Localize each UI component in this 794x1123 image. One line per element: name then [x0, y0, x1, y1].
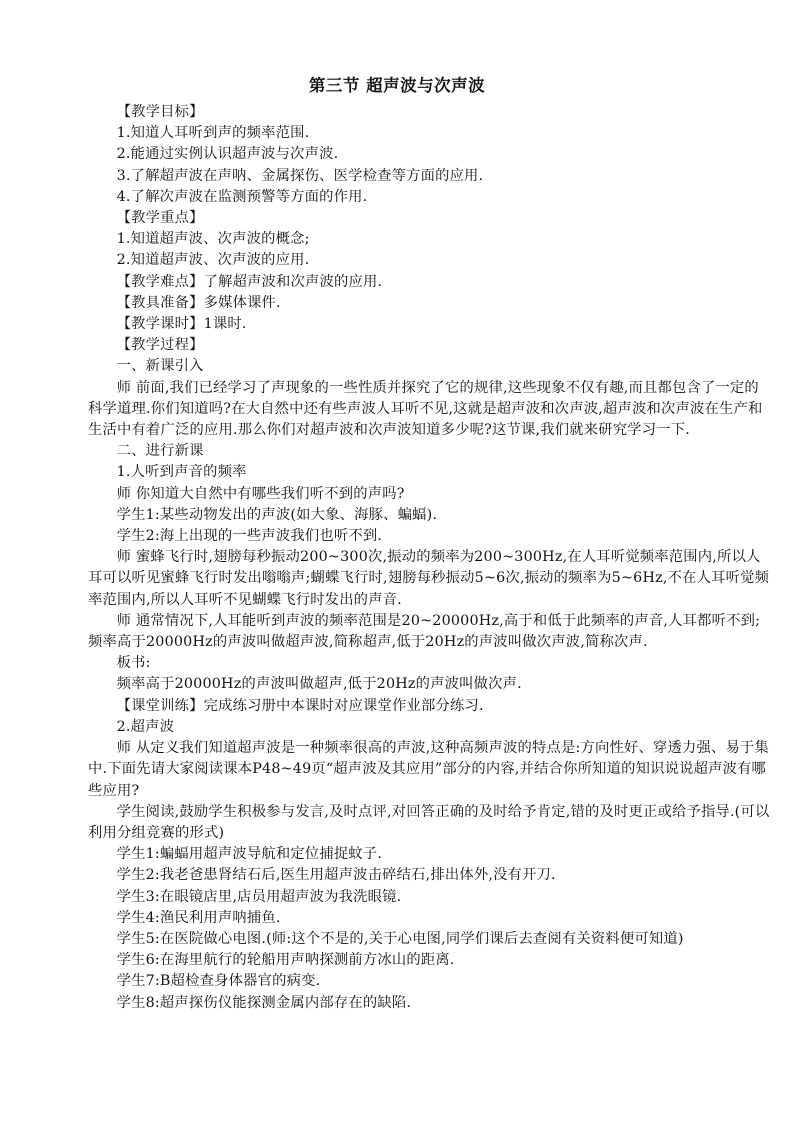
student-app-7: 学生7:B超检查身体器官的病变. — [116, 973, 321, 990]
key-point-1: 1.知道超声波、次声波的概念; — [116, 231, 310, 248]
teacher-bee-paragraph: 师 蜜蜂飞行时,翅膀每秒振动200~300次,振动的频率为200~300Hz,在人耳听觉频率范围内,所以人耳可以听见蜜蜂飞行时发出嗡嗡声;蝴蝶飞行时,翅膀每秒振动5~6次,振动的频率为5~6Hz,不在人耳听觉频率范围内,所以人耳听不见蝴蝶飞行时发出的声音. — [88, 549, 770, 608]
heading-key-points: 【教学重点】 — [116, 210, 204, 227]
heading-objectives: 【教学目标】 — [116, 104, 204, 120]
reading-guidance-paragraph: 学生阅读,鼓励学生积极参与发言,及时点评,对回答正确的及时给予肯定,错的及时更正或给予指导.(可以利用分组竞赛的形式) — [88, 803, 770, 841]
student-answer-2: 学生2:海上出现的一些声波我们也听不到. — [116, 528, 383, 545]
objective-1: 1.知道人耳听到声的频率范围. — [116, 125, 310, 142]
student-app-3: 学生3:在眼镜店里,店员用超声波为我洗眼镜. — [116, 888, 402, 905]
teacher-range-paragraph: 师 通常情况下,人耳能听到声波的频率范围是20~20000Hz,高于和低于此频率的声音,人耳都听不到;频率高于20000Hz的声波叫做超声波,简称超声,低于20Hz的声波叫做次声波,简称次声. — [88, 612, 761, 651]
board-label: 板书: — [116, 655, 151, 672]
key-point-2: 2.知道超声波、次声波的应用. — [116, 252, 310, 269]
subsection-ultrasound-heading: 2.超声波 — [116, 718, 175, 735]
student-app-5: 学生5:在医院做心电图.(师:这个不是的,关于心电图,同学们课后去查阅有关资料便可知道) — [116, 930, 684, 947]
teacher-question: 师 你知道大自然中有哪些我们听不到的声吗? — [116, 485, 405, 502]
teacher-ultrasound-paragraph: 师 从定义我们知道超声波是一种频率很高的声波,这种高频声波的特点是:方向性好、穿透力强、易于集中.下面先请大家阅读课本P48~49页“超声波及其应用”部分的内容,并结合你所知道的知识说说超声波有哪些应用? — [88, 740, 769, 799]
objective-3: 3.了解超声波在声呐、金属探伤、医学检查等方面的应用. — [116, 167, 484, 184]
class-exercise-line: 【课堂训练】完成练习册中本课时对应课堂作业部分练习. — [116, 697, 484, 714]
hours-line: 【教学课时】1课时. — [116, 316, 247, 333]
student-app-6: 学生6:在海里航行的轮船用声呐探测前方冰山的距离. — [116, 952, 455, 969]
student-app-2: 学生2:我老爸患肾结石后,医生用超声波击碎结石,排出体外,没有开刀. — [116, 867, 556, 884]
section-intro-heading: 一、新课引入 — [116, 358, 204, 375]
student-app-8: 学生8:超声探伤仪能探测金属内部存在的缺陷. — [116, 994, 412, 1011]
objective-4: 4.了解次声波在监测预警等方面的作用. — [116, 188, 368, 205]
objective-2: 2.能通过实例认识超声波与次声波. — [116, 146, 339, 163]
student-app-4: 学生4:渔民利用声呐捕鱼. — [116, 909, 281, 926]
difficulty-line: 【教学难点】了解超声波和次声波的应用. — [116, 273, 383, 290]
subsection-frequency-heading: 1.人听到声音的频率 — [116, 464, 247, 481]
intro-paragraph: 师 前面,我们已经学习了声现象的一些性质并探究了它的规律,这些现象不仅有趣,而且都包含了一定的科学道理.你们知道吗?在大自然中还有些声波人耳听不见,这就是超声波和次声波,超声波和次声波在生产和生活中有着广泛的应用.那么你们对超声波和次声波知道多少呢?这节课,我们就来研究学习一下. — [88, 379, 763, 439]
board-content: 频率高于20000Hz的声波叫做超声,低于20Hz的声波叫做次声. — [116, 676, 522, 693]
document-title: 第三节 超声波与次声波 — [308, 76, 486, 95]
document-body — [88, 102, 770, 1014]
materials-line: 【教具准备】多媒体课件. — [116, 294, 281, 311]
heading-process: 【教学过程】 — [116, 337, 204, 354]
student-answer-1: 学生1:某些动物发出的声波(如大象、海豚、蝙蝠). — [116, 506, 438, 523]
student-app-1: 学生1:蝙蝠用超声波导航和定位捕捉蚊子. — [116, 846, 383, 863]
section-new-lesson-heading: 二、进行新课 — [116, 443, 204, 460]
